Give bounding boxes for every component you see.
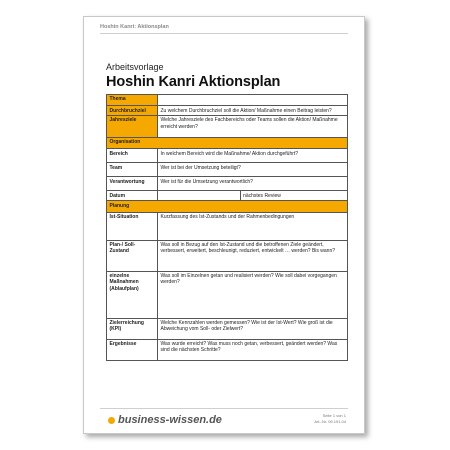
table-row: [107, 106, 348, 116]
row-label-ist: Ist-Situation: [107, 212, 158, 240]
row-text-kpi[interactable]: Welche Kennzahlen werden gemessen? Wie ist der Ist-Wert? Wie groß ist die Abweichung vom Soll- oder Zielwert?: [158, 318, 348, 339]
row-label-bereich: Bereich: [107, 149, 158, 163]
row-text-ist[interactable]: Kurzfassung des Ist-Zustands und der Rahmenbedingungen: [158, 212, 348, 240]
action-plan-table: [106, 94, 348, 361]
table-row: [107, 177, 348, 191]
section-label-organisation: Organisation: [107, 138, 348, 149]
row-label-kpi: Zielerreichung (KPI): [107, 318, 158, 339]
section-row-planung: [107, 201, 348, 212]
row-label-verantwortung: Verantwortung: [107, 177, 158, 191]
table-row: [107, 318, 348, 339]
table-row: [107, 191, 348, 201]
document-page: [83, 16, 365, 434]
page-number: Seite 1 von 1: [322, 413, 346, 418]
datum-field[interactable]: [158, 191, 241, 200]
row-label-team: Team: [107, 163, 158, 177]
logo-dot-icon: [108, 417, 115, 424]
row-text-bereich[interactable]: In welchem Bereich wird die Maßnahme/ Aktion durchgeführt?: [158, 149, 348, 163]
review-label: nächstes Review: [243, 192, 281, 199]
row-text-jahresziele[interactable]: Welche Jahresziele des Fachbereichs oder Teams sollen die Aktion/ Maßnahme erreicht werden?: [158, 116, 348, 138]
row-text-team[interactable]: Wer ist bei der Umsetzung beteiligt?: [158, 163, 348, 177]
row-label-datum: Datum: [107, 191, 158, 201]
row-label-durchbruchziel: Durchbruchziel: [107, 106, 158, 116]
table-row: [107, 149, 348, 163]
row-text-durchbruchziel[interactable]: Zu welchem Durchbruchziel soll die Aktion/ Maßnahme einen Beitrag leisten?: [158, 106, 348, 116]
table-row: [107, 339, 348, 360]
row-text-massnahmen[interactable]: Was soll im Einzelnen getan und realisiert werden? Wie soll dabei vorgegangen werden?: [158, 271, 348, 318]
logo-text: business-wissen.de: [118, 414, 222, 426]
row-label-massnahmen: einzelne Maßnahmen (Ablaufplan): [107, 271, 158, 318]
table-row: [107, 163, 348, 177]
table-row: [107, 212, 348, 240]
row-text-ergebnisse[interactable]: Was wurde erreicht? Was muss noch getan, verbessert, geändert werden? Was sind die nächsten Schritte?: [158, 339, 348, 360]
section-label-planung: Planung: [107, 201, 348, 212]
brand-logo: [108, 413, 222, 427]
article-number: Art.-Nr. 09.191.04: [314, 419, 346, 424]
datum-split-cell: [158, 191, 348, 201]
header-divider: [100, 33, 348, 34]
table-row: [107, 116, 348, 138]
document-subtitle: Arbeitsvorlage: [106, 62, 164, 72]
row-text-verantwortung[interactable]: Wer ist für die Umsetzung verantwortlich?: [158, 177, 348, 191]
table-row: [107, 240, 348, 271]
row-text-plansoll[interactable]: Was soll in Bezug auf den Ist-Zustand und die betroffenen Ziele geändert, verbessert, erweitert, beschleunigt, reduziert, entwickelt … werden? Bis wann?: [158, 240, 348, 271]
row-label-jahresziele: Jahresziele: [107, 116, 158, 138]
running-header: Hoshin Kanri: Aktionsplan: [100, 24, 169, 30]
thema-field[interactable]: [158, 95, 348, 106]
document-title: Hoshin Kanri Aktionsplan: [106, 74, 281, 90]
section-label-thema: Thema: [107, 95, 158, 106]
row-label-ergebnisse: Ergebnisse: [107, 339, 158, 360]
table-row: [107, 271, 348, 318]
footer-meta: [314, 413, 346, 425]
footer-divider: [100, 408, 348, 409]
section-row-thema: [107, 95, 348, 106]
section-row-organisation: [107, 138, 348, 149]
row-label-plansoll: Plan-/ Soll-Zustand: [107, 240, 158, 271]
